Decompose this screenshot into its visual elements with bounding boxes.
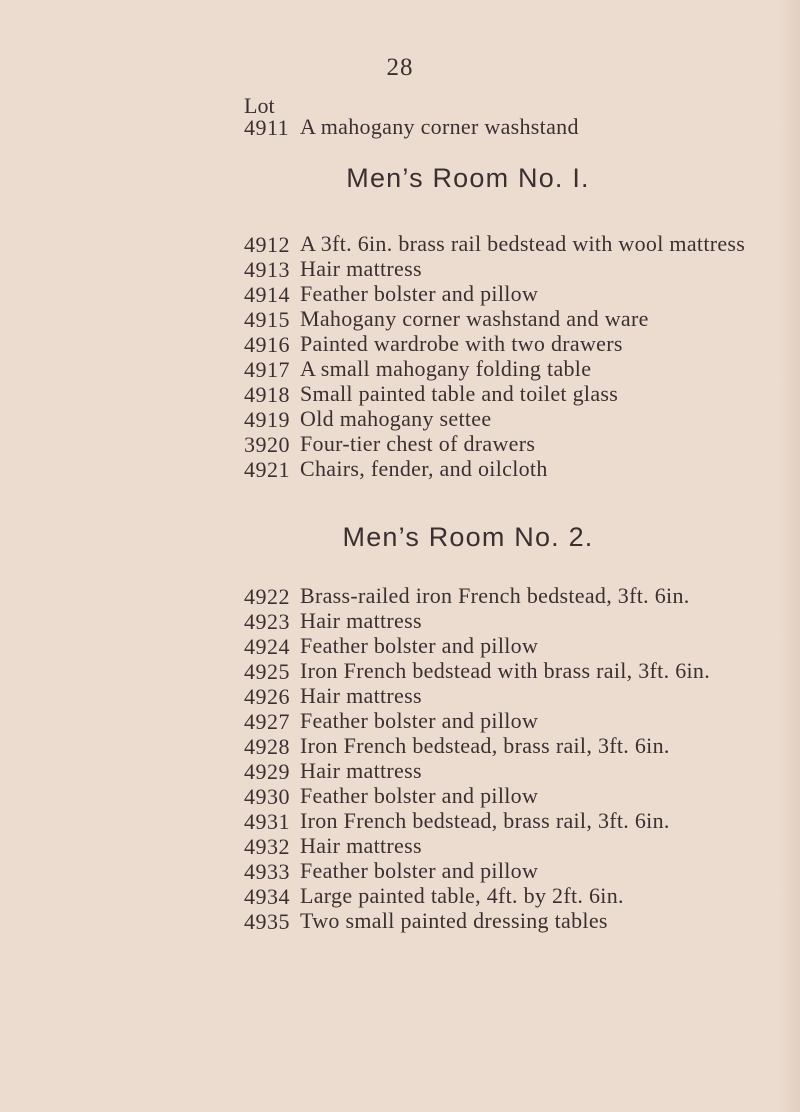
lot-description: Hair mattress bbox=[300, 758, 422, 783]
lot-number: 4918 bbox=[244, 382, 290, 407]
lot-number: 4925 bbox=[244, 659, 290, 684]
lot-description: Small painted table and toilet glass bbox=[300, 381, 619, 406]
lot-description: A mahogany corner washstand bbox=[300, 114, 579, 139]
lot-description: Iron French bedstead with brass rail, 3ft. 6in. bbox=[300, 658, 711, 683]
lot-number: 4935 bbox=[244, 909, 290, 934]
lot-number: 4934 bbox=[244, 884, 290, 909]
lot-number: 4929 bbox=[244, 759, 290, 784]
lot-number: 4911 bbox=[244, 115, 290, 140]
lot-number: 4917 bbox=[244, 357, 290, 382]
lot-number: 4923 bbox=[244, 609, 290, 634]
lot-description: Hair mattress bbox=[300, 256, 422, 281]
lot-number: 3920 bbox=[244, 432, 290, 457]
lot-description: Feather bolster and pillow bbox=[300, 281, 539, 306]
lot-description: A small mahogany folding table bbox=[300, 356, 592, 381]
lot-description: Feather bolster and pillow bbox=[300, 858, 539, 883]
section-title-mens-room-2: Men’s Room No. 2. bbox=[342, 522, 594, 552]
lot-number: 4926 bbox=[244, 684, 290, 709]
lot-number: 4933 bbox=[244, 859, 290, 884]
lot-description: Iron French bedstead, brass rail, 3ft. 6in. bbox=[300, 733, 670, 758]
lot-description: Feather bolster and pillow bbox=[300, 783, 539, 808]
page-number: 28 bbox=[386, 54, 414, 81]
lot-description: Chairs, fender, and oilcloth bbox=[300, 456, 548, 481]
lot-number: 4928 bbox=[244, 734, 290, 759]
lot-number: 4912 bbox=[244, 232, 290, 257]
lot-column-heading: Lot bbox=[244, 93, 275, 118]
lot-description: Hair mattress bbox=[300, 608, 422, 633]
lot-description: Hair mattress bbox=[300, 683, 422, 708]
lot-description: A 3ft. 6in. brass rail bedstead with wool mattress bbox=[300, 231, 746, 256]
lot-description: Hair mattress bbox=[300, 833, 422, 858]
lot-number: 4932 bbox=[244, 834, 290, 859]
lot-description: Large painted table, 4ft. by 2ft. 6in. bbox=[300, 883, 624, 908]
lot-description: Iron French bedstead, brass rail, 3ft. 6in. bbox=[300, 808, 670, 833]
lot-description: Feather bolster and pillow bbox=[300, 633, 539, 658]
lot-number: 4916 bbox=[244, 332, 290, 357]
lot-number: 4931 bbox=[244, 809, 290, 834]
lot-number: 4927 bbox=[244, 709, 290, 734]
lot-number: 4919 bbox=[244, 407, 290, 432]
lot-description: Old mahogany settee bbox=[300, 406, 492, 431]
lot-description: Four-tier chest of drawers bbox=[300, 431, 536, 456]
section-title-mens-room-1: Men’s Room No. I. bbox=[346, 163, 590, 193]
lot-number: 4915 bbox=[244, 307, 290, 332]
lot-number: 4914 bbox=[244, 282, 290, 307]
lot-description: Painted wardrobe with two drawers bbox=[300, 331, 623, 356]
lot-description: Feather bolster and pillow bbox=[300, 708, 539, 733]
lot-description: Mahogany corner washstand and ware bbox=[300, 306, 649, 331]
lot-number: 4921 bbox=[244, 457, 290, 482]
lot-number: 4924 bbox=[244, 634, 290, 659]
lot-number: 4922 bbox=[244, 584, 290, 609]
lot-number: 4913 bbox=[244, 257, 290, 282]
lot-number: 4930 bbox=[244, 784, 290, 809]
lot-description: Brass-railed iron French bedstead, 3ft. 6in. bbox=[300, 583, 690, 608]
lot-description: Two small painted dressing tables bbox=[300, 908, 608, 933]
